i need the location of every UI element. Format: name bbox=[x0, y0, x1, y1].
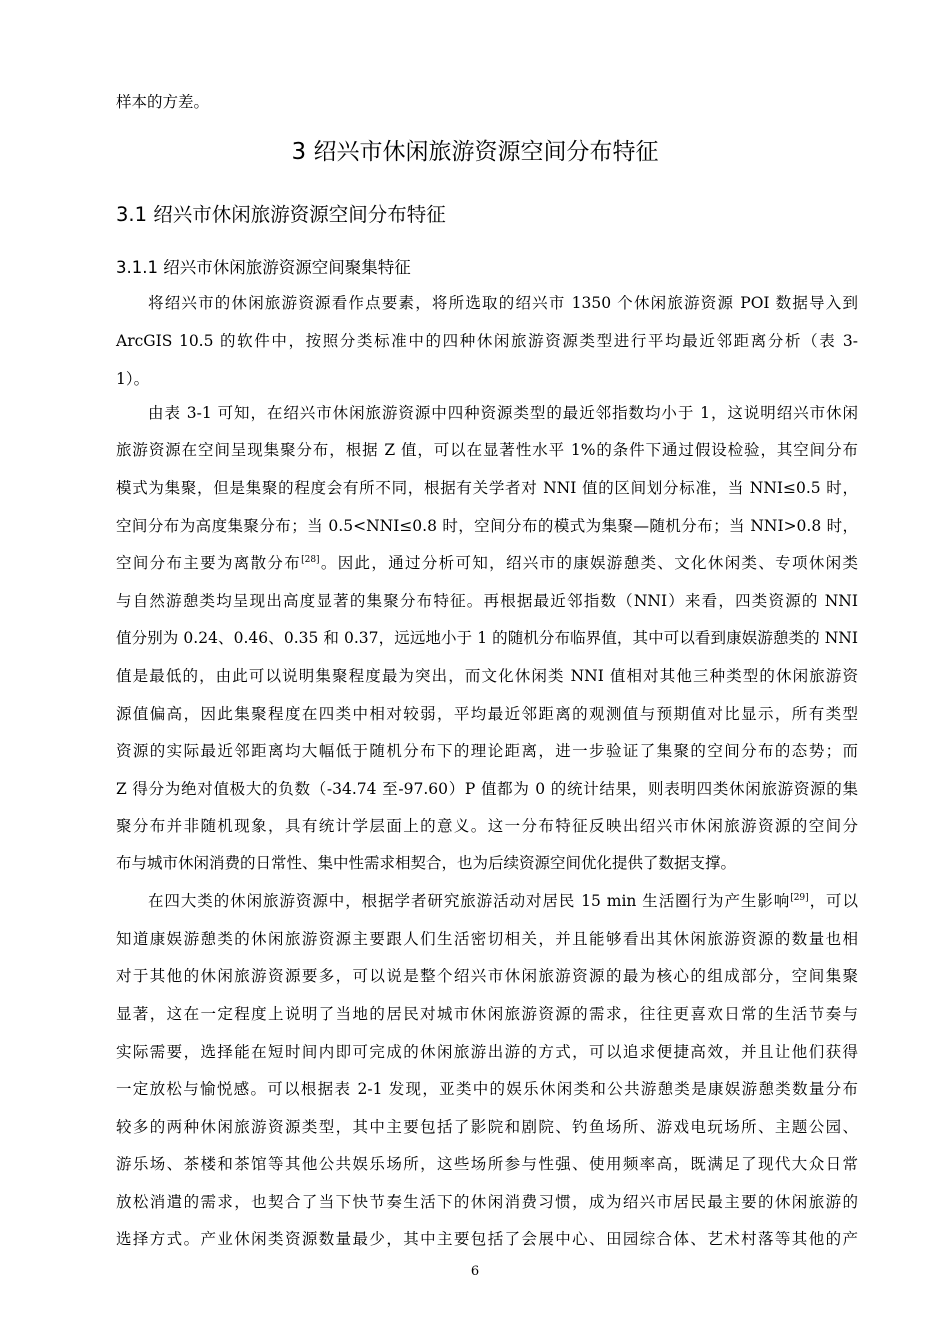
text-line bbox=[148, 891, 858, 911]
text-line: 与自然游憩类均呈现出高度显著的集聚分布特征。再根据最近邻指数（NNI）来看，四类资源的 NNI bbox=[116, 592, 858, 610]
text-line: 一定放松与愉悦感。可以根据表 2-1 发现，亚类中的娱乐休闲类和公共游憩类是康娱游憩类数量分布 bbox=[116, 1080, 858, 1098]
text-line: 样本的方差。 bbox=[116, 93, 210, 111]
chapter-title: 3 绍兴市休闲旅游资源空间分布特征 bbox=[291, 139, 659, 165]
text-line: 知道康娱游憩类的休闲旅游资源主要跟人们生活密切相关，并且能够看出其休闲旅游资源的数量也相 bbox=[116, 930, 858, 948]
citation-ref: [28] bbox=[301, 555, 320, 565]
text-run: 。因此，通过分析可知，绍兴市的康娱游憩类、文化休闲类、专项休闲类 bbox=[319, 554, 858, 572]
text-line: 布与城市休闲消费的日常性、集中性需求相契合，也为后续资源空间优化提供了数据支撑。 bbox=[116, 854, 737, 872]
text-line: 值是最低的，由此可以说明集聚程度最为突出，而文化休闲类 NNI 值相对其他三种类型的休闲旅游资 bbox=[116, 667, 858, 685]
text-line: 旅游资源在空间呈现集聚分布，根据 Z 值，可以在显著性水平 1%的条件下通过假设检验，其空间分布 bbox=[116, 441, 858, 459]
text-line: 1）。 bbox=[116, 370, 150, 388]
text-line: 选择方式。产业休闲类资源数量最少，其中主要包括了会展中心、田园综合体、艺术村落等其他的产 bbox=[116, 1230, 858, 1248]
text-line: ArcGIS 10.5 的软件中，按照分类标准中的四种休闲旅游资源类型进行平均最近邻距离分析（表 3- bbox=[116, 332, 858, 350]
text-line bbox=[116, 553, 858, 573]
text-run: ，可以 bbox=[808, 892, 858, 910]
text-line: 游乐场、茶楼和茶馆等其他公共娱乐场所，这些场所参与性强、使用频率高，既满足了现代大众日常 bbox=[116, 1155, 858, 1173]
text-run: 空间分布主要为离散分布 bbox=[116, 554, 302, 572]
text-line: 较多的两种休闲旅游资源类型，其中主要包括了影院和剧院、钓鱼场所、游戏电玩场所、主题公园、 bbox=[116, 1118, 858, 1136]
text-line: 空间分布为高度集聚分布；当 0.5<NNI≤0.8 时，空间分布的模式为集聚—随机分布；当 NNI>0.8 时， bbox=[116, 517, 858, 535]
page-number: 6 bbox=[470, 1264, 480, 1279]
text-line: 显著，这在一定程度上说明了当地的居民对城市休闲旅游资源的需求，往往更喜欢日常的生活节奏与 bbox=[116, 1005, 858, 1023]
text-line: 模式为集聚，但是集聚的程度会有所不同，根据有关学者对 NNI 值的区间划分标准，当 NNI≤0.5 时， bbox=[116, 479, 858, 497]
section-title: 3.1 绍兴市休闲旅游资源空间分布特征 bbox=[116, 203, 446, 226]
citation-ref: [29] bbox=[790, 893, 809, 903]
text-line: 由表 3-1 可知，在绍兴市休闲旅游资源中四种资源类型的最近邻指数均小于 1，这说明绍兴市休闲 bbox=[148, 404, 858, 422]
subsection-title: 3.1.1 绍兴市休闲旅游资源空间聚集特征 bbox=[116, 258, 411, 277]
text-line: 资源的实际最近邻距离均大幅低于随机分布下的理论距离，进一步验证了集聚的空间分布的态势；而 bbox=[116, 742, 858, 760]
text-line: 放松消遣的需求，也契合了当下快节奏生活下的休闲消费习惯，成为绍兴市居民最主要的休闲旅游的 bbox=[116, 1193, 858, 1211]
text-run: 在四大类的休闲旅游资源中，根据学者研究旅游活动对居民 15 min 生活圈行为产生影响 bbox=[148, 892, 791, 910]
text-line: 值分别为 0.24、0.46、0.35 和 0.37，远远地小于 1 的随机分布临界值，其中可以看到康娱游憩类的 NNI bbox=[116, 629, 858, 647]
text-line: 对于其他的休闲旅游资源要多，可以说是整个绍兴市休闲旅游资源的最为核心的组成部分，空间集聚 bbox=[116, 967, 858, 985]
text-line: 源值偏高，因此集聚程度在四类中相对较弱，平均最近邻距离的观测值与预期值对比显示，所有类型 bbox=[116, 705, 858, 723]
text-line: Z 得分为绝对值极大的负数（-34.74 至-97.60）P 值都为 0 的统计结果，则表明四类休闲旅游资源的集 bbox=[116, 780, 858, 798]
text-line: 聚分布并非随机现象，具有统计学层面上的意义。这一分布特征反映出绍兴市休闲旅游资源的空间分 bbox=[116, 817, 858, 835]
text-line: 实际需要，选择能在短时间内即可完成的休闲旅游出游的方式，可以追求便捷高效，并且让他们获得 bbox=[116, 1043, 858, 1061]
text-line: 将绍兴市的休闲旅游资源看作点要素，将所选取的绍兴市 1350 个休闲旅游资源 POI 数据导入到 bbox=[148, 294, 858, 312]
